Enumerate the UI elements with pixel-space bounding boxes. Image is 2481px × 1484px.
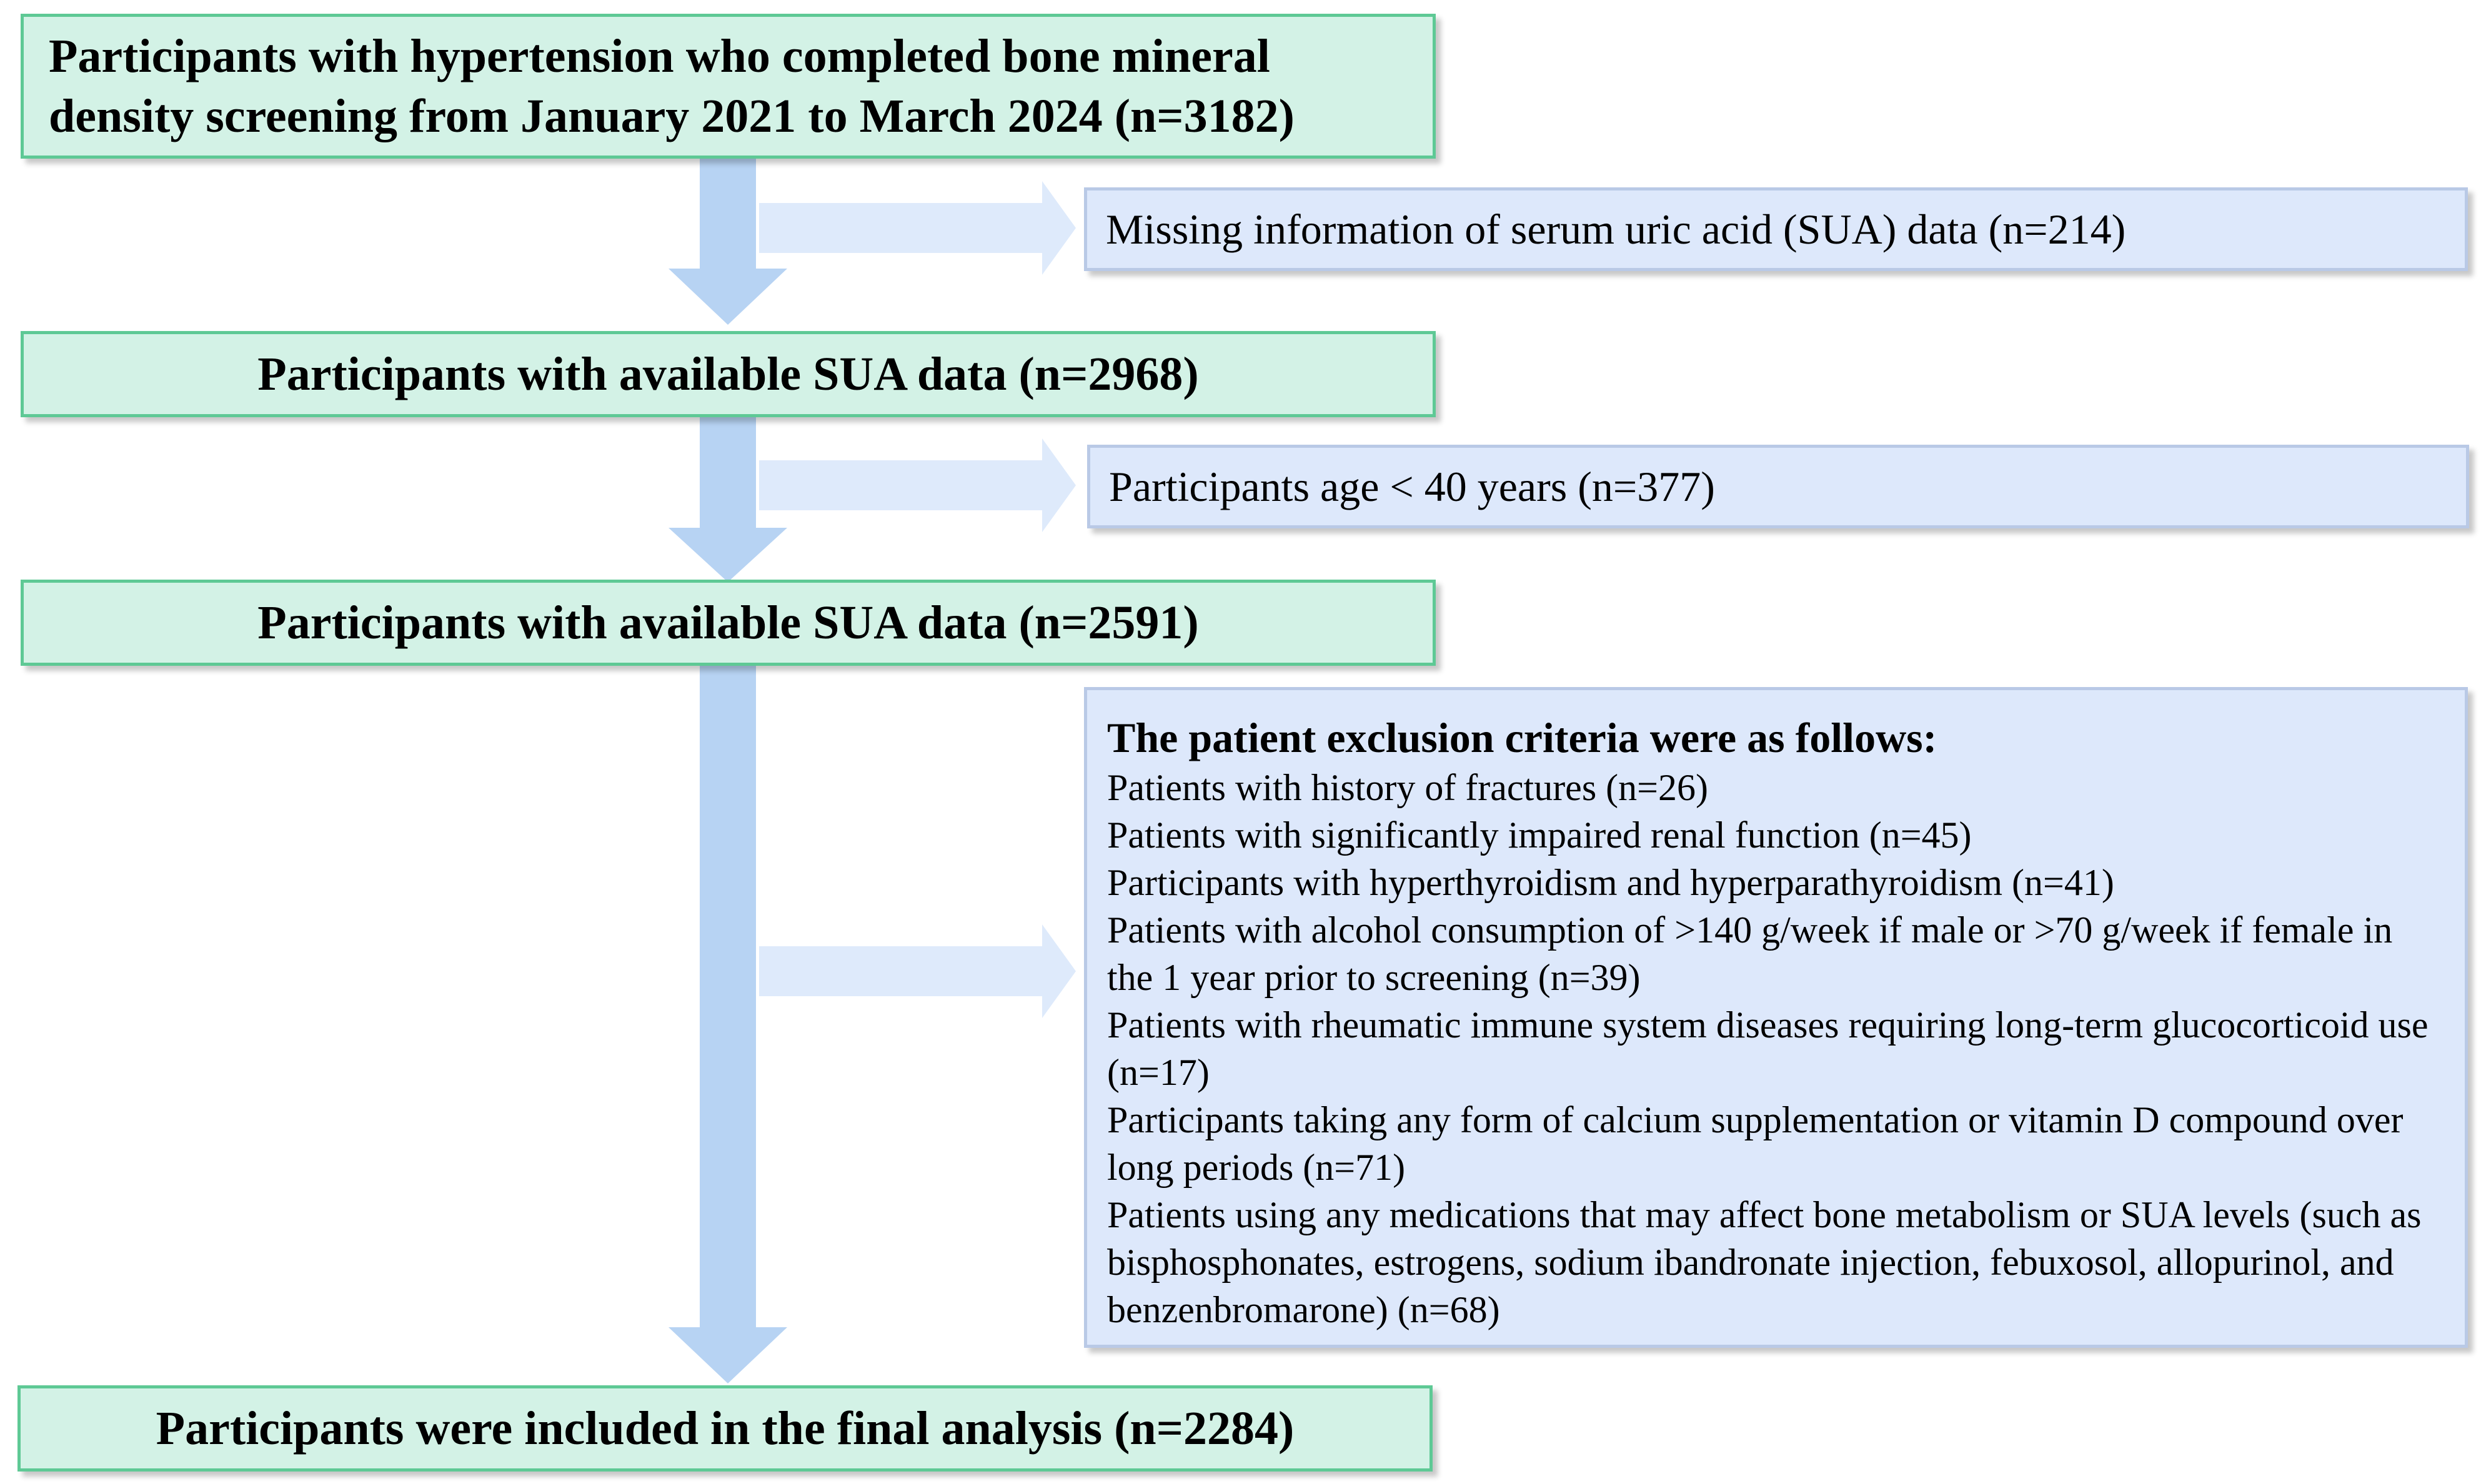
right-arrow-3 <box>759 924 1076 1018</box>
right-arrow-1 <box>759 181 1076 275</box>
exclusion-criteria-title: The patient exclusion criteria were as follows: <box>1107 714 1937 761</box>
step-1-text: Participants with hypertension who completed bone mineral density screening from January 2021 to March 2024 (n=3182) <box>49 30 1295 142</box>
down-arrow-3 <box>669 665 787 1383</box>
step-3-text: Participants with available SUA data (n=2591) <box>257 596 1199 649</box>
exclusion-2-box <box>1087 445 2469 528</box>
step-1-box <box>21 14 1436 159</box>
step-4-text: Participants were included in the final analysis (n=2284) <box>156 1402 1295 1455</box>
right-arrow-2 <box>759 438 1076 532</box>
exclusion-criteria-item: Participants with hyperthyroidism and hyperparathyroidism (n=41) <box>1107 862 2114 903</box>
exclusion-1-box <box>1084 187 2468 271</box>
step-2-text: Participants with available SUA data (n=2968) <box>257 348 1199 400</box>
exclusion-criteria-item: Patients using any medications that may affect bone metabolism or SUA levels (such as bisphosphonates, estrogens, sodium ibandronate injection, febuxosol, allopurinol, and benzenbromarone) (n=68) <box>1107 1194 2422 1330</box>
exclusion-criteria-item: Patients with significantly impaired renal function (n=45) <box>1107 814 1972 856</box>
exclusion-criteria-item: Patients with alcohol consumption of >140 g/week if male or >70 g/week if female in the 1 year prior to screening (n=39) <box>1107 909 2393 998</box>
exclusion-criteria-item: Patients with history of fractures (n=26) <box>1107 767 1708 808</box>
exclusion-criteria-box <box>1084 687 2468 1348</box>
step-4-box <box>17 1385 1433 1472</box>
exclusion-criteria-item: Participants taking any form of calcium supplementation or vitamin D compound over long periods (n=71) <box>1107 1099 2404 1188</box>
exclusion-2-text: Participants age < 40 years (n=377) <box>1109 463 1715 510</box>
step-2-box <box>21 331 1436 417</box>
step-3-box <box>21 580 1436 666</box>
exclusion-criteria-item: Patients with rheumatic immune system diseases requiring long-term glucocorticoid use (n=17) <box>1107 1004 2429 1093</box>
exclusion-1-text: Missing information of serum uric acid (SUA) data (n=214) <box>1106 205 2126 253</box>
